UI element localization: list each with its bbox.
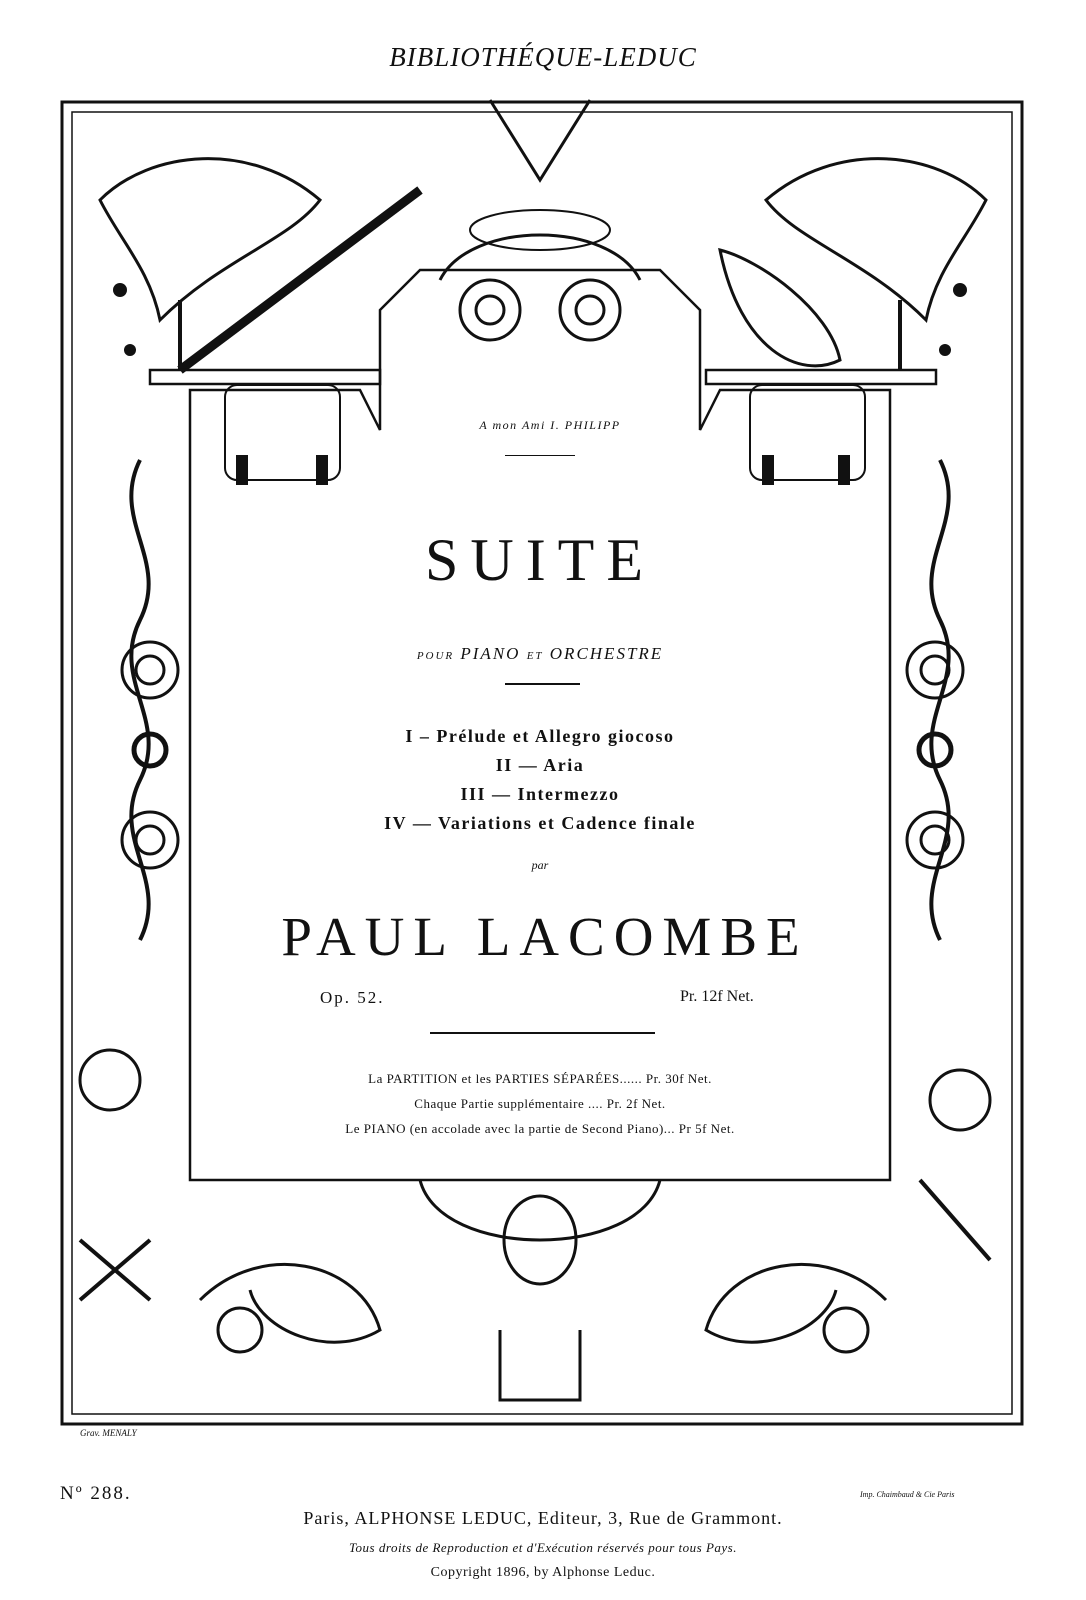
dedication: A mon Ami I. PHILIPP: [479, 418, 621, 432]
subtitle-piano: PIANO: [460, 644, 521, 663]
price-list: [220, 1066, 860, 1141]
subtitle: [300, 644, 780, 664]
engraver-credit: Grav. MENALY: [80, 1428, 137, 1438]
by-label: par: [531, 858, 549, 872]
price-line: La PARTITION et les PARTIES SÉPARÉES...... Pr. 30f Net.: [368, 1071, 712, 1086]
rights-notice: Tous droits de Reproduction et d'Exécution réservés pour tous Pays.: [349, 1540, 737, 1555]
subtitle-orchestre: ORCHESTRE: [549, 644, 664, 663]
movement-item: II — Aria: [495, 755, 585, 775]
composer-name: PAUL LACOMBE: [281, 906, 809, 967]
subtitle-pour: POUR: [416, 650, 455, 662]
plate-number: Nº 288.: [60, 1483, 132, 1504]
price-line: Chaque Partie supplémentaire .... Pr. 2f Net.: [414, 1096, 666, 1111]
movement-list: [300, 722, 780, 838]
divider: [430, 1032, 655, 1034]
copyright-notice: Copyright 1896, by Alphonse Leduc.: [430, 1565, 656, 1580]
movement-item: IV — Variations et Cadence finale: [384, 813, 696, 833]
opus-number: Op. 52.: [320, 988, 385, 1007]
movement-item: I – Prélude et Allegro giocoso: [405, 726, 675, 746]
price: Pr. 12f Net.: [680, 988, 754, 1005]
publisher-line: Paris, ALPHONSE LEDUC, Editeur, 3, Rue de Grammont.: [303, 1508, 783, 1528]
subtitle-et: ET: [526, 650, 544, 662]
printer-credit: Imp. Chaimbaud & Cie Paris: [860, 1490, 955, 1499]
series-title: BIBLIOTHÉQUE-LEDUC: [389, 42, 697, 72]
movement-item: III — Intermezzo: [460, 784, 620, 804]
divider: [505, 683, 580, 685]
page-title: SUITE: [425, 527, 655, 593]
divider: [505, 455, 575, 456]
price-line: Le PIANO (en accolade avec la partie de Second Piano)... Pr 5f Net.: [345, 1121, 735, 1136]
